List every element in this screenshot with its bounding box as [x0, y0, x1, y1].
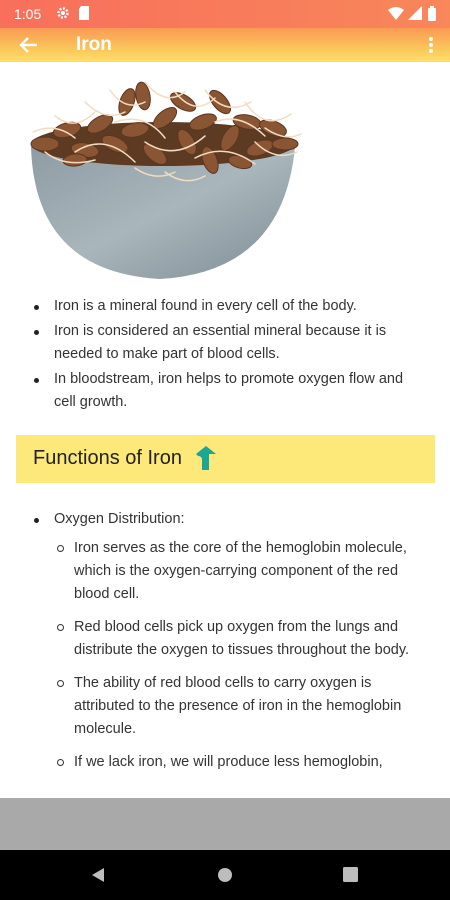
page-title: Iron: [76, 34, 112, 55]
navigation-bar: [0, 850, 450, 900]
nav-back-icon[interactable]: [90, 867, 106, 888]
wifi-icon: [388, 6, 404, 25]
bullet-text: In bloodstream, iron helps to promote oxygen flow and cell growth.: [54, 370, 404, 410]
sub-item-text: Red blood cells pick up oxygen from the lungs and distribute the oxygen to tissues throughout the body.: [74, 619, 410, 658]
section-heading-banner: [16, 435, 435, 483]
sub-list-item: [74, 537, 422, 606]
section-heading: Functions of Iron: [33, 447, 182, 469]
battery-icon: [428, 6, 436, 26]
sub-list-item: [74, 616, 422, 662]
bullet-text: Iron is a mineral found in every cell of the body.: [54, 298, 357, 314]
sub-list-item: [74, 672, 422, 741]
sub-item-text: Iron serves as the core of the hemoglobin molecule, which is the oxygen-carrying component of the red blood cell.: [74, 540, 407, 602]
bullet-text: Iron is considered an essential mineral because it is needed to make part of blood cells.: [54, 322, 387, 362]
sub-item-text: If we lack iron, we will produce less hemoglobin,: [74, 754, 383, 770]
iron-food-illustration: [15, 72, 305, 287]
nav-recents-icon[interactable]: [343, 867, 358, 887]
intro-bullet-list: [32, 295, 422, 416]
more-vert-icon[interactable]: [428, 36, 434, 59]
gear-icon: [56, 6, 70, 25]
back-arrow-icon[interactable]: [18, 36, 38, 59]
sub-list-item: [74, 751, 422, 774]
list-item: [32, 368, 422, 415]
list-item: [32, 508, 422, 531]
bottom-banner-area: [0, 798, 450, 850]
function-title: Oxygen Distribution:: [54, 511, 185, 527]
app-bar: [0, 28, 450, 62]
turn-arrow-icon: [194, 446, 216, 477]
status-bar: [0, 0, 450, 28]
list-item: [32, 320, 422, 367]
functions-list: [32, 508, 422, 774]
sd-card-icon: [78, 6, 90, 25]
status-time: 1:05: [14, 6, 42, 22]
sub-item-text: The ability of red blood cells to carry oxygen is attributed to the presence of iron in the hemoglobin molecule.: [74, 675, 402, 737]
nav-home-icon[interactable]: [217, 867, 233, 888]
signal-icon: [408, 6, 422, 25]
list-item: [32, 295, 422, 319]
